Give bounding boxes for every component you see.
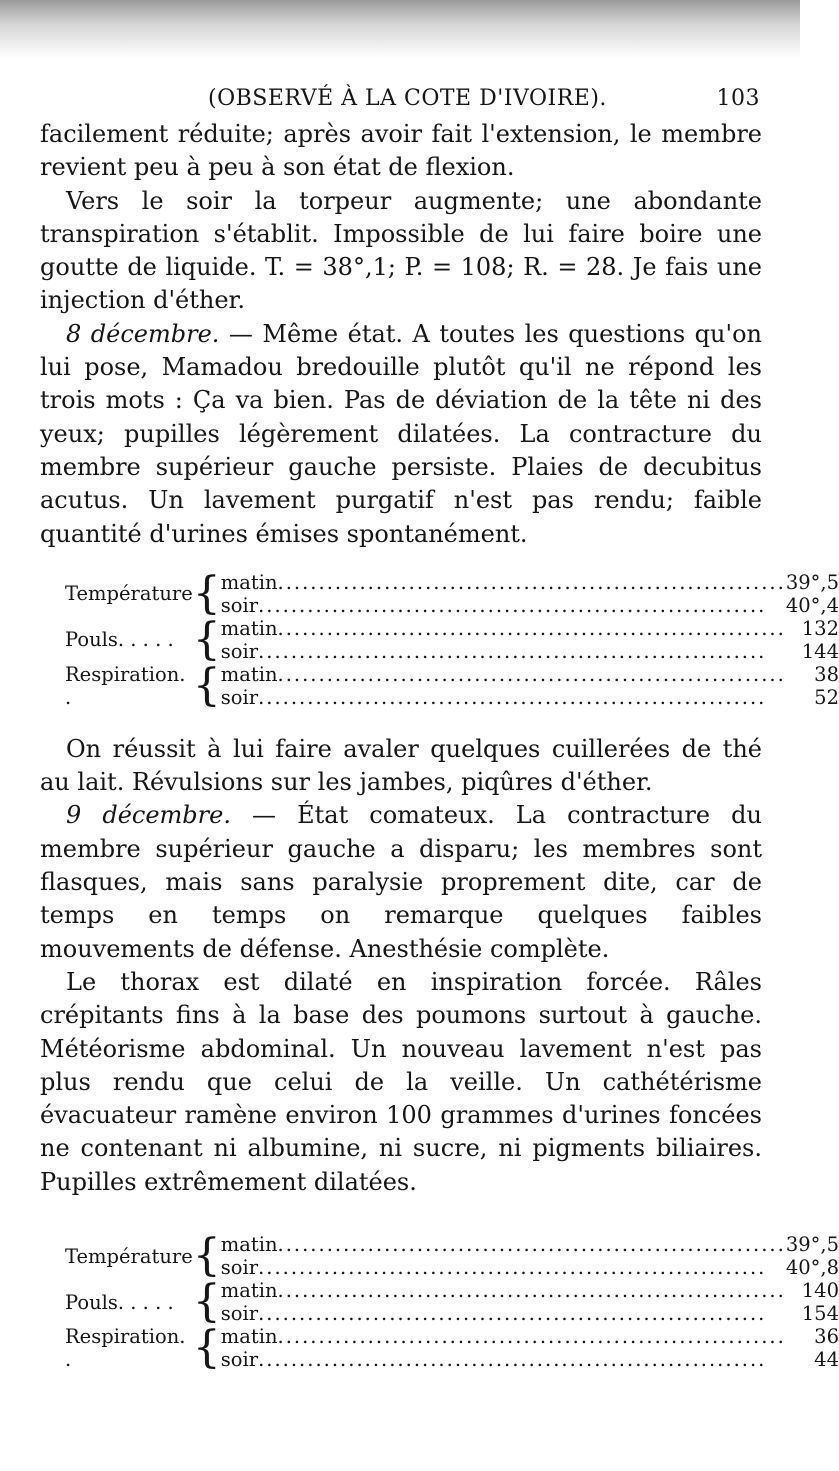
brace: {	[192, 1322, 221, 1374]
brace: {	[192, 613, 221, 665]
brace: {	[192, 659, 221, 711]
vital-value: 52	[814, 685, 839, 709]
paragraph-text: facilement réduite; après avoir fait l'extension, le membre revient peu à peu à son état de flexion.	[40, 120, 762, 182]
paragraph-thorax	[40, 966, 762, 1199]
table-row	[65, 617, 839, 640]
vital-value: 140	[801, 1279, 839, 1303]
paragraph-continuation	[40, 118, 762, 185]
table-row	[65, 1325, 839, 1348]
time-of-day: matin..............................................................	[220, 1325, 786, 1349]
time-of-day: matin..............................................................	[220, 570, 786, 594]
paragraph-text: Le thorax est dilaté en inspiration forcée. Râles crépitants fins à la base des poumons surtout à gauche. Météorisme abdominal. Un nouveau lavement n'est pas plus rendu que celui de la veille. Un cathétérisme évacuateur ramène environ 100 grammes d'urines foncées ne contenant ni albumine, ni sucre, ni pigments biliaires. Pupilles extrêmement dilatées.	[40, 967, 762, 1196]
entry-date: 9 décembre.	[66, 801, 231, 830]
vital-label: Température	[65, 582, 193, 606]
paragraph-text: On réussit à lui faire avaler quelques cuillerées de thé au lait. Révulsions sur les jambes, piqûres d'éther.	[40, 734, 762, 797]
entry-date: 8 décembre.	[66, 319, 220, 348]
vitals-table-dec-9	[65, 1230, 839, 1374]
page-body	[40, 118, 839, 1374]
vital-value: 36	[814, 1325, 839, 1349]
paragraph-dec-8	[40, 318, 762, 551]
paragraph-text: — Même état. A toutes les questions qu'on lui pose, Mamadou bredouille plutôt qu'il ne répond les trois mots : Ça va bien. Pas de déviation de la tête ni des yeux; pupilles légèrement dilatées. La contracture du membre supérieur gauche persiste. Plaies de decubitus acutus. Un lavement purgatif n'est pas rendu; faible quantité d'urines émises spontanément.	[40, 319, 762, 548]
time-of-day: matin..............................................................	[220, 1279, 786, 1303]
page-number: 103	[716, 86, 760, 111]
table-row	[65, 663, 839, 686]
table-row	[65, 1233, 839, 1256]
running-head: (OBSERVÉ À LA COTE D'IVOIRE).	[208, 86, 607, 111]
vital-label: Respiration. .	[65, 1325, 186, 1372]
vital-value: 39°,5	[785, 1233, 839, 1257]
vital-value: 144	[801, 639, 839, 663]
vital-value: 39°,5	[785, 570, 839, 594]
brace: {	[192, 567, 221, 619]
vital-label: Respiration. .	[65, 662, 186, 709]
paragraph-text: — État comateux. La contracture du membre supérieur gauche a disparu; les membres sont flasques, mais sans paralysie proprement dite, car de temps en temps on remarque quelques faibles mouvements de défense. Anesthésie complète.	[40, 801, 762, 963]
paragraph-dec-9	[40, 799, 762, 965]
paragraph-treatment	[40, 733, 762, 800]
scan-edge-shading	[0, 0, 800, 58]
time-of-day: matin..............................................................	[220, 662, 786, 686]
time-of-day: soir..............................................................	[220, 1302, 767, 1326]
table-row	[65, 1279, 839, 1302]
vital-label: Pouls. . . . .	[65, 1290, 174, 1314]
vital-value: 40°,4	[785, 593, 839, 617]
time-of-day: soir..............................................................	[220, 1256, 767, 1280]
page-header	[40, 86, 760, 118]
time-of-day: soir..............................................................	[220, 593, 767, 617]
vital-value: 38	[814, 662, 839, 686]
vital-label: Pouls. . . . .	[65, 628, 174, 652]
time-of-day: matin..............................................................	[220, 616, 786, 640]
vital-value: 154	[801, 1302, 839, 1326]
paragraph-evening	[40, 185, 762, 318]
time-of-day: matin..............................................................	[220, 1233, 786, 1257]
time-of-day: soir..............................................................	[220, 685, 767, 709]
brace: {	[192, 1276, 221, 1328]
vital-label: Température	[65, 1244, 193, 1268]
table-row	[65, 571, 839, 594]
brace: {	[192, 1230, 221, 1282]
paragraph-text: Vers le soir la torpeur augmente; une abondante transpiration s'établit. Impossible de lui faire boire une goutte de liquide. T. = 38°,1; P. = 108; R. = 28. Je fais une injection d'éther.	[40, 186, 762, 315]
time-of-day: soir..............................................................	[220, 1348, 767, 1372]
vital-value: 44	[814, 1348, 839, 1372]
vital-value: 132	[801, 616, 839, 640]
time-of-day: soir..............................................................	[220, 639, 767, 663]
vitals-table-dec-8	[65, 567, 839, 711]
vital-value: 40°,8	[785, 1256, 839, 1280]
